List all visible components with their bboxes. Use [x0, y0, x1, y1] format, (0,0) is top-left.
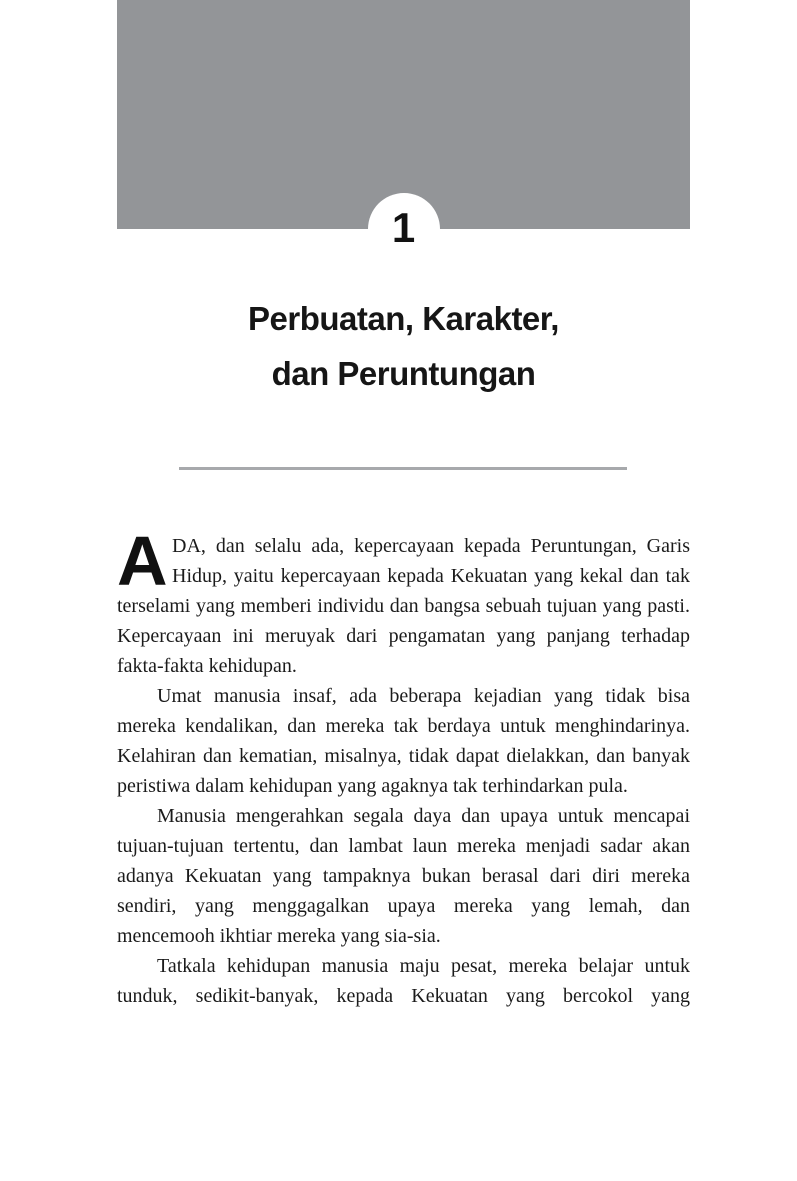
chapter-title [117, 291, 690, 401]
paragraph [117, 522, 690, 681]
paragraph: Tatkala kehidupan manusia maju pesat, mereka belajar untuk tunduk, sedikit-banyak, kepada Kekuatan yang bercokol yang [117, 955, 690, 1007]
chapter-header-band [117, 0, 690, 251]
chapter-title-line-1: Perbuatan, Karakter, [248, 300, 559, 337]
chapter-title-line-2: dan Peruntungan [271, 355, 536, 392]
title-divider [179, 467, 627, 470]
paragraph: Umat manusia insaf, ada beberapa kejadian yang tidak bisa mereka kendalikan, dan mereka tak berdaya untuk menghindarinya. Kelahiran dan kematian, misalnya, tidak dapat dielakkan, dan banyak peristiwa dalam kehidupan yang agaknya tak terhindarkan pula. [117, 685, 690, 797]
chapter-number: 1 [391, 203, 416, 251]
paragraph-text: DA, dan selalu ada, kepercayaan kepada Peruntungan, Garis Hidup, yaitu kepercayaan kepada Kekuatan yang kekal dan tak terselami yang memberi individu dan bangsa sebuah tujuan yang pasti. Kepercayaan ini meruyak dari pengamatan yang panjang terhadap fakta-fakta kehidupan. [117, 535, 690, 677]
chapter-body [117, 522, 690, 1011]
drop-cap: A [117, 522, 168, 600]
chapter-number-badge [368, 193, 440, 265]
paragraph: Manusia mengerahkan segala daya dan upaya untuk mencapai tujuan-tujuan tertentu, dan lambat laun mereka menjadi sadar akan adanya Kekuatan yang tampaknya bukan berasal dari diri mereka sendiri, yang menggagalkan upaya mereka yang lemah, dan mencemooh ikhtiar mereka yang sia-sia. [117, 805, 690, 947]
